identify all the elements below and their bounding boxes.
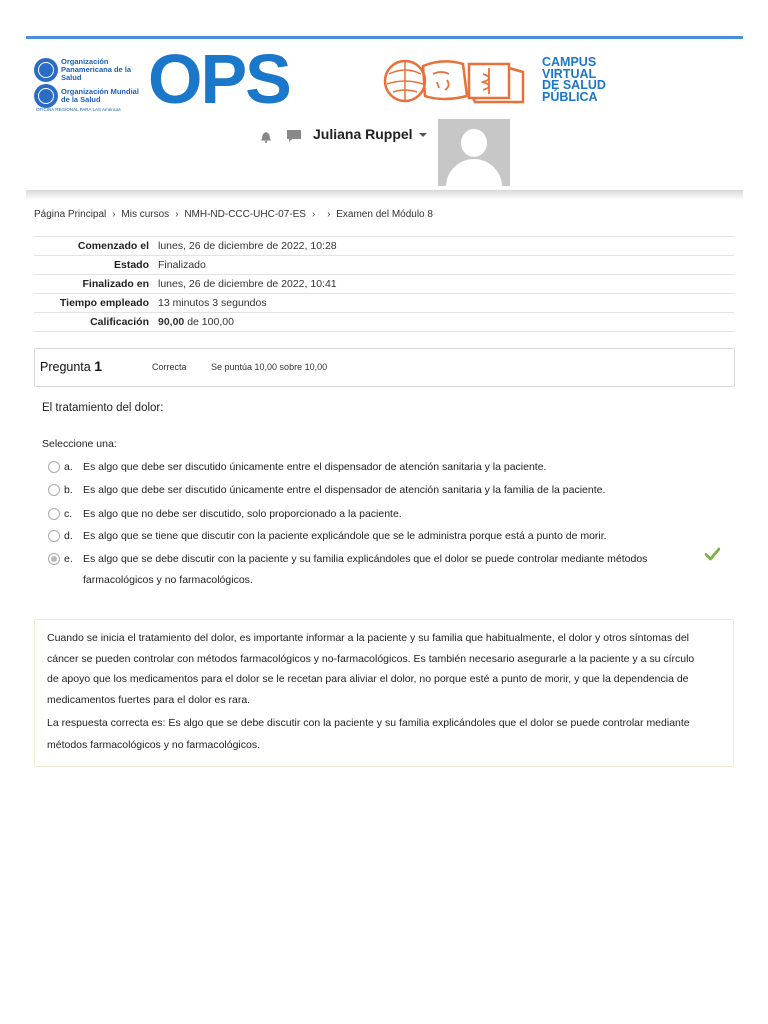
summary-label: Estado <box>113 259 149 271</box>
summary-label: Finalizado en <box>82 278 149 290</box>
paho-org-line1: Organización Panamericana de la Salud <box>61 57 132 82</box>
avatar[interactable] <box>438 119 510 186</box>
question-number: 1 <box>94 358 103 374</box>
grade-value: 90,00 <box>158 316 185 328</box>
answer-text: Es algo que no debe ser discutido, solo proporcionado a la paciente. <box>83 508 402 520</box>
radio-button[interactable] <box>48 484 60 496</box>
breadcrumb-exam[interactable]: Examen del Módulo 8 <box>336 209 433 220</box>
chevron-right-icon: › <box>175 209 179 220</box>
answer-text: Es algo que debe ser discutido únicamente entre el dispensador de atención sanitaria y la familia de la paciente. <box>83 484 606 496</box>
who-globe-icon <box>34 84 58 108</box>
radio-button-checked[interactable] <box>48 553 60 565</box>
answer-text: Es algo que se tiene que discutir con la paciente explicándole que se le administra porque está a punto de morir. <box>83 530 607 542</box>
answer-letter: b. <box>64 484 73 496</box>
top-accent-line <box>26 36 743 39</box>
breadcrumb-course[interactable]: NMH-ND-CCC-UHC-07-ES <box>184 209 306 220</box>
radio-button[interactable] <box>48 461 60 473</box>
chat-icon[interactable] <box>286 129 302 143</box>
question-title <box>40 358 102 374</box>
attempt-summary-table <box>34 236 734 332</box>
summary-label: Calificación <box>90 316 149 328</box>
general-feedback: Cuando se inicia el tratamiento del dolor, es importante informar a la paciente y su familia que habitualmente, el dolor y otros síntomas del cáncer se pueden controlar con métodos farmacológicos y no-farmacológicos. Es también necesario asegurarle a la paciente y a su círculo de apoyo que los medicamentos para el dolor se le recetan para aliviar el dolor, no porque esté a punto de morir, y que la dependencia de medicamentos fuertes para el dolor es rara. <box>47 632 695 707</box>
campus-line: VIRTUAL <box>542 66 597 81</box>
answer-text: Es algo que se debe discutir con la paciente y su familia explicándoles que el dolor se puede controlar mediante métodos farmacológicos y no farmacológicos. <box>83 553 648 586</box>
question-title-prefix: Pregunta <box>40 360 91 374</box>
user-menu-name[interactable]: Juliana Ruppel <box>313 126 413 142</box>
grade-total: de 100,00 <box>184 316 234 328</box>
right-answer: La respuesta correcta es: Es algo que se debe discutir con la paciente y su familia explicándoles que el dolor se puede controlar mediante métodos farmacológicos y no farmacológicos. <box>47 717 690 751</box>
paho-org-line2: Organización Mundial de la Salud <box>61 87 139 104</box>
table-row <box>34 256 734 275</box>
table-row <box>34 237 734 256</box>
summary-value: lunes, 26 de diciembre de 2022, 10:28 <box>158 240 337 252</box>
table-row <box>34 313 734 332</box>
campus-illustration-icon <box>383 56 533 106</box>
paho-org-line3: OFICINA REGIONAL PARA LAS Américas <box>36 107 121 112</box>
answer-letter: d. <box>64 530 73 542</box>
campus-virtual-logo[interactable] <box>542 57 606 103</box>
breadcrumb-my-courses[interactable]: Mis cursos <box>121 209 170 220</box>
avatar-head <box>461 129 487 157</box>
answer-prompt: Seleccione una: <box>42 438 117 450</box>
breadcrumb-home[interactable]: Página Principal <box>34 209 107 220</box>
answer-text: Es algo que debe ser discutido únicamente entre el dispensador de atención sanitaria y la paciente. <box>83 461 547 473</box>
summary-label: Comenzado el <box>77 240 149 252</box>
breadcrumb <box>34 209 436 220</box>
paho-logo[interactable] <box>34 57 146 111</box>
answer-letter: c. <box>64 508 73 520</box>
checkmark-icon <box>705 547 720 561</box>
summary-value <box>158 313 734 332</box>
campus-line: CAMPUS <box>542 55 597 69</box>
chevron-right-icon: › <box>327 209 331 220</box>
chevron-down-icon[interactable] <box>419 133 427 137</box>
radio-button[interactable] <box>48 508 60 520</box>
avatar-body <box>446 159 502 186</box>
answer-letter: e. <box>64 553 73 565</box>
question-grade: Se puntúa 10,00 sobre 10,00 <box>211 362 328 372</box>
radio-button[interactable] <box>48 530 60 542</box>
summary-value: 13 minutos 3 segundos <box>158 297 267 309</box>
campus-line: PÚBLICA <box>542 89 598 104</box>
campus-line: DE SALUD <box>542 78 606 92</box>
chevron-right-icon: › <box>112 209 116 220</box>
chevron-right-icon: › <box>311 209 316 220</box>
globe-icon <box>34 58 58 82</box>
summary-value: Finalizado <box>158 259 206 271</box>
question-info-box <box>34 348 735 387</box>
header-divider <box>26 190 743 200</box>
summary-value: lunes, 26 de diciembre de 2022, 10:41 <box>158 278 337 290</box>
table-row <box>34 275 734 294</box>
feedback-box <box>34 619 734 767</box>
table-row <box>34 294 734 313</box>
question-state: Correcta <box>152 362 187 372</box>
ops-logo[interactable]: OPS <box>148 40 290 118</box>
answer-letter: a. <box>64 461 73 473</box>
question-text: El tratamiento del dolor: <box>42 402 164 414</box>
bell-icon[interactable] <box>259 129 273 143</box>
summary-label: Tiempo empleado <box>59 297 149 309</box>
